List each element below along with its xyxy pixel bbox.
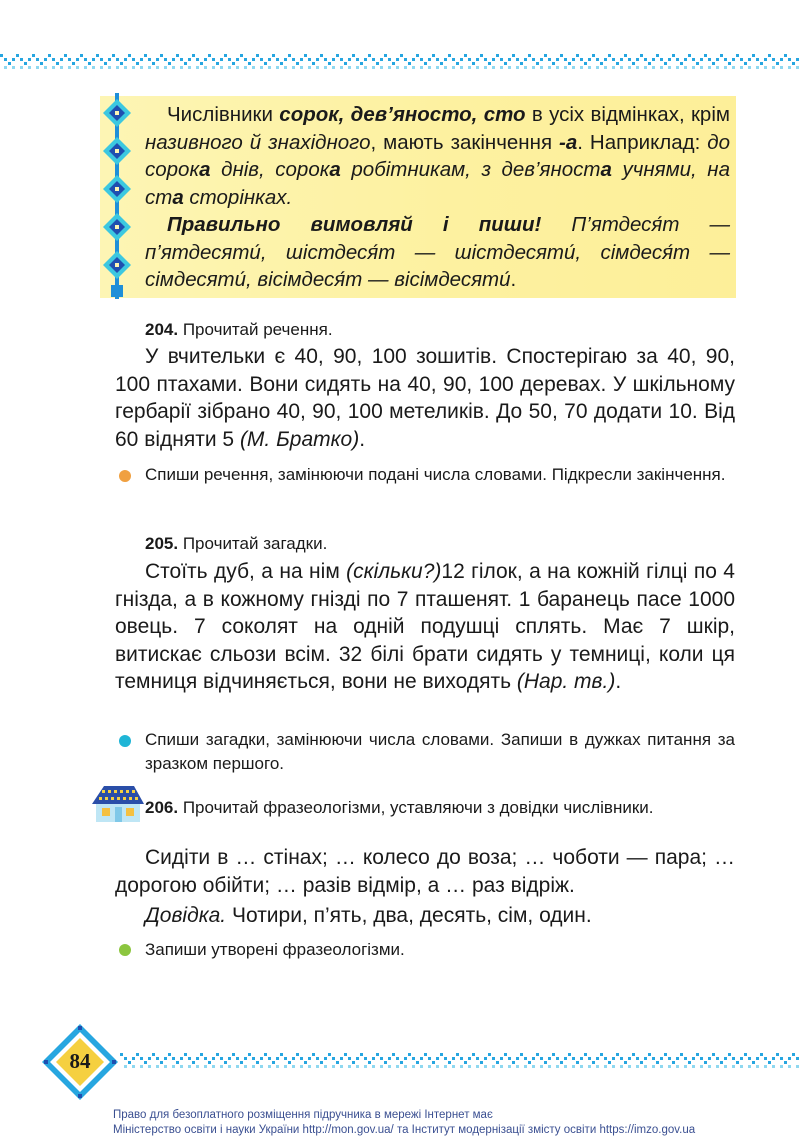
task-204-text: У вчительки є 40, 90, 100 зошитів. Спостерігаю за 40, 90, 100 птахами. Вони сидять на 40, 90, 100 деревах. У шкільному гербарії зібрано 40, 90, 100 метеликів. До 50, 70 додати 10. Від 60 відняти 5 (М. Братко). xyxy=(115,345,735,451)
footer-line-2: Міністерство освіти і науки України http://mon.gov.ua/ та Інститут модернізації змісту освіти https://imzo.gov.ua xyxy=(113,1123,696,1136)
task-205-heading xyxy=(145,533,327,555)
task-204-heading xyxy=(145,319,333,341)
footer xyxy=(113,1108,793,1137)
rule-paragraph-1: Числівники сорок, дев’яносто, сто в усіх відмінках, крім називного й знахідного, мають закінчення -а. Наприклад: до сорока днів, сорока робітникам, з дев’яноста учнями, на ста сторінках. xyxy=(145,103,730,209)
bottom-ornament-border xyxy=(120,1051,800,1071)
rule-paragraph-2: Правильно вимовляй і пиши! П’ятдеся́т — п’ятдесяти́, шістдеся́т — шістдесяти́, сімдеся́т — сімдесяти́, вісімдеся́т — вісімдесяти́. xyxy=(145,213,730,291)
task-number: 205. xyxy=(145,534,179,553)
bullet-orange-icon xyxy=(119,470,131,482)
bullet-green-icon xyxy=(119,944,131,956)
hint-text: Чотири, п’ять, два, десять, сім, один. xyxy=(226,904,592,927)
task-206-heading xyxy=(145,796,735,819)
task-205-exercise: Спиши загадки, замінюючи числа словами. Запиши в дужках питання за зразком першого. xyxy=(145,730,735,773)
top-ornament-border xyxy=(0,52,800,72)
task-205-text: Стоїть дуб, а на нім (скільки?)12 гілок, а на кожній гілці по 4 гнізда, а в кожному гнізді по 7 пташенят. 1 баранець пасе 1000 овець. 7 соколят на одній подушці сплять. Має 7 шкір, витискає сльози всім. 32 білі брати сидять у темниці, коли ця темниця відчиняється, вони не виходять (Нар. тв.). xyxy=(115,560,735,693)
task-204-exercise: Спиши речення, замінюючи подані числа словами. Підкресли закінчення. xyxy=(145,465,726,484)
bullet-cyan-icon xyxy=(119,735,131,747)
task-206-exercise: Запиши утворені фразеологізми. xyxy=(145,940,405,959)
rule-text xyxy=(145,101,730,294)
task-number: 204. xyxy=(145,320,179,339)
page-number: 84 xyxy=(69,1049,91,1073)
hint-label: Довідка. xyxy=(145,904,227,927)
house-icon xyxy=(90,784,146,824)
task-instruction: Прочитай загадки. xyxy=(182,534,328,553)
footer-line-1: Право для безоплатного розміщення підручника в мережі Інтернет має xyxy=(113,1109,493,1121)
task-number: 206. xyxy=(145,798,179,817)
task-instruction: Прочитай речення. xyxy=(182,320,333,339)
task-instruction: Прочитай фразеологізми, уставляючи з довідки числівники. xyxy=(182,798,654,817)
task-206-text: Сидіти в … стінах; … колесо до воза; … чоботи — пара; … дорогою обійти; … разів відмір, а … раз відріж. Довідка. Чотири, п’ять, два, десять, сім, один. xyxy=(115,846,735,927)
ornament-icon xyxy=(100,93,134,299)
